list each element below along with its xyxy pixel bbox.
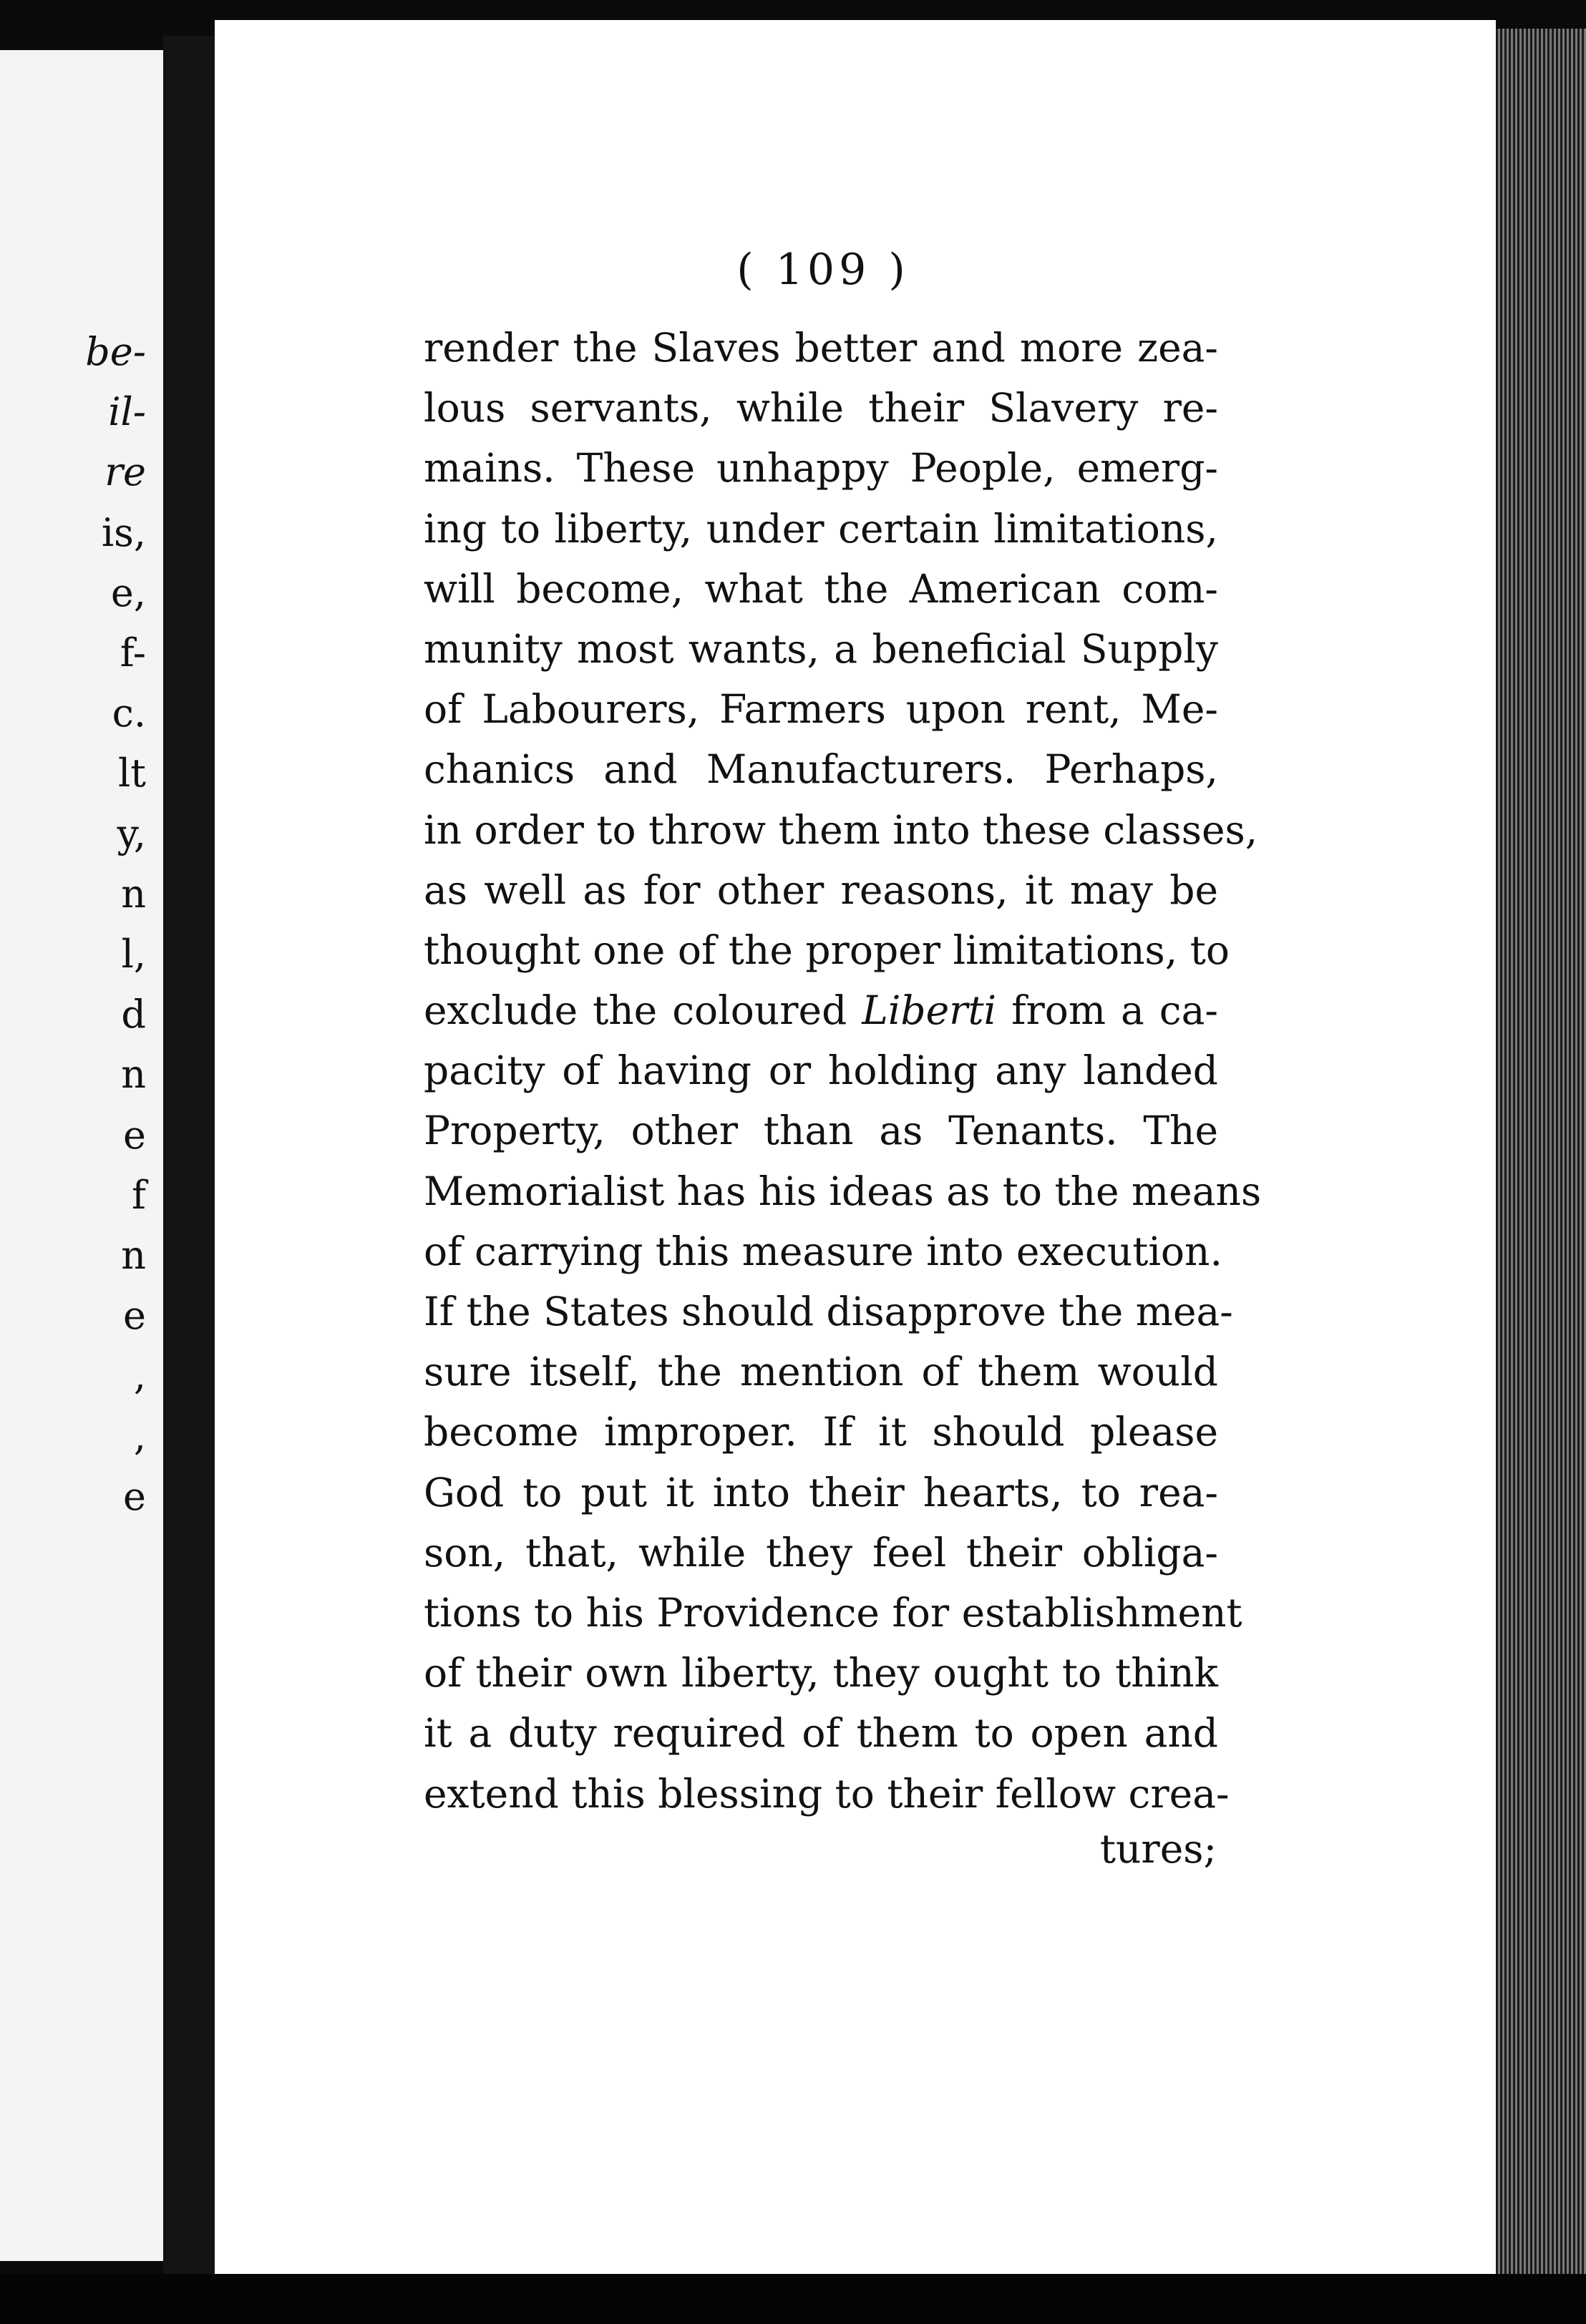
book-gutter <box>163 36 215 2282</box>
text-line: of Labourers, Farmers upon rent, Me- <box>424 686 1218 733</box>
facing-fragment: e <box>123 1293 146 1339</box>
facing-fragment: n <box>121 1052 146 1098</box>
scan-border <box>0 2274 1586 2324</box>
text-line: extend this blessing to their fellow crea- <box>424 1770 1230 1817</box>
facing-fragment: f- <box>120 630 146 676</box>
line-segment: from a ca- <box>996 987 1218 1034</box>
text-line: in order to throw them into these classes, <box>424 806 1258 853</box>
page-edges <box>1496 29 1586 2275</box>
facing-fragment: y, <box>117 811 146 856</box>
facing-fragment: il- <box>108 389 146 435</box>
catchword: tures; <box>1099 1826 1217 1872</box>
text-line: thought one of the proper limitations, to <box>424 927 1230 973</box>
text-line: ing to liberty, under certain limitations, <box>424 505 1218 552</box>
text-line: lous servants, while their Slavery re- <box>424 385 1218 431</box>
text-line: render the Slaves better and more zea- <box>424 325 1218 371</box>
text-line: become improper. If it should please <box>424 1409 1218 1455</box>
facing-fragment: c. <box>112 690 146 736</box>
facing-fragment: e <box>123 1473 146 1519</box>
text-line: chanics and Manufacturers. Perhaps, <box>424 746 1218 793</box>
facing-page-text <box>0 322 163 1527</box>
facing-fragment: re <box>104 449 146 495</box>
facing-fragment: d <box>121 992 146 1038</box>
facing-fragment: f <box>132 1172 146 1218</box>
text-line: of their own liberty, they ought to think <box>424 1650 1218 1696</box>
page-number: ( 109 ) <box>736 245 910 295</box>
facing-fragment: be- <box>85 329 146 374</box>
facing-fragment: l, <box>121 932 146 977</box>
facing-fragment: lt <box>118 751 146 796</box>
facing-fragment: , <box>133 1413 146 1459</box>
text-line: of carrying this measure into execution. <box>424 1228 1222 1274</box>
facing-fragment: n <box>121 1233 146 1279</box>
text-line: If the States should disapprove the mea- <box>424 1289 1233 1334</box>
italic-word: Liberti <box>862 987 997 1034</box>
facing-fragment: , <box>133 1353 146 1399</box>
page-body <box>424 318 1262 1824</box>
text-line: tions to his Providence for establishment <box>424 1589 1242 1636</box>
text-line: Property, other than as Tenants. The <box>424 1108 1218 1154</box>
text-line: munity most wants, a beneficial Supply <box>424 625 1218 672</box>
text-line-with-italic <box>424 980 1218 1040</box>
facing-fragment: e, <box>110 570 146 615</box>
facing-fragment: n <box>121 871 146 917</box>
text-line: it a duty required of them to open and <box>424 1710 1218 1757</box>
text-line: sure itself, the mention of them would <box>424 1349 1218 1395</box>
facing-fragment: is, <box>101 509 146 555</box>
text-line: as well as for other reasons, it may be <box>424 866 1218 913</box>
facing-fragment: e <box>123 1112 146 1158</box>
text-line: Memorialist has his ideas as to the means <box>424 1168 1262 1214</box>
text-line: mains. These unhappy People, emerg- <box>424 445 1218 492</box>
text-line: son, that, while they feel their obliga- <box>424 1529 1218 1576</box>
text-line: pacity of having or holding any landed <box>424 1048 1218 1094</box>
line-segment: exclude the coloured <box>424 987 862 1034</box>
text-line: will become, what the American com- <box>424 565 1218 612</box>
text-line: God to put it into their hearts, to rea- <box>424 1469 1218 1515</box>
